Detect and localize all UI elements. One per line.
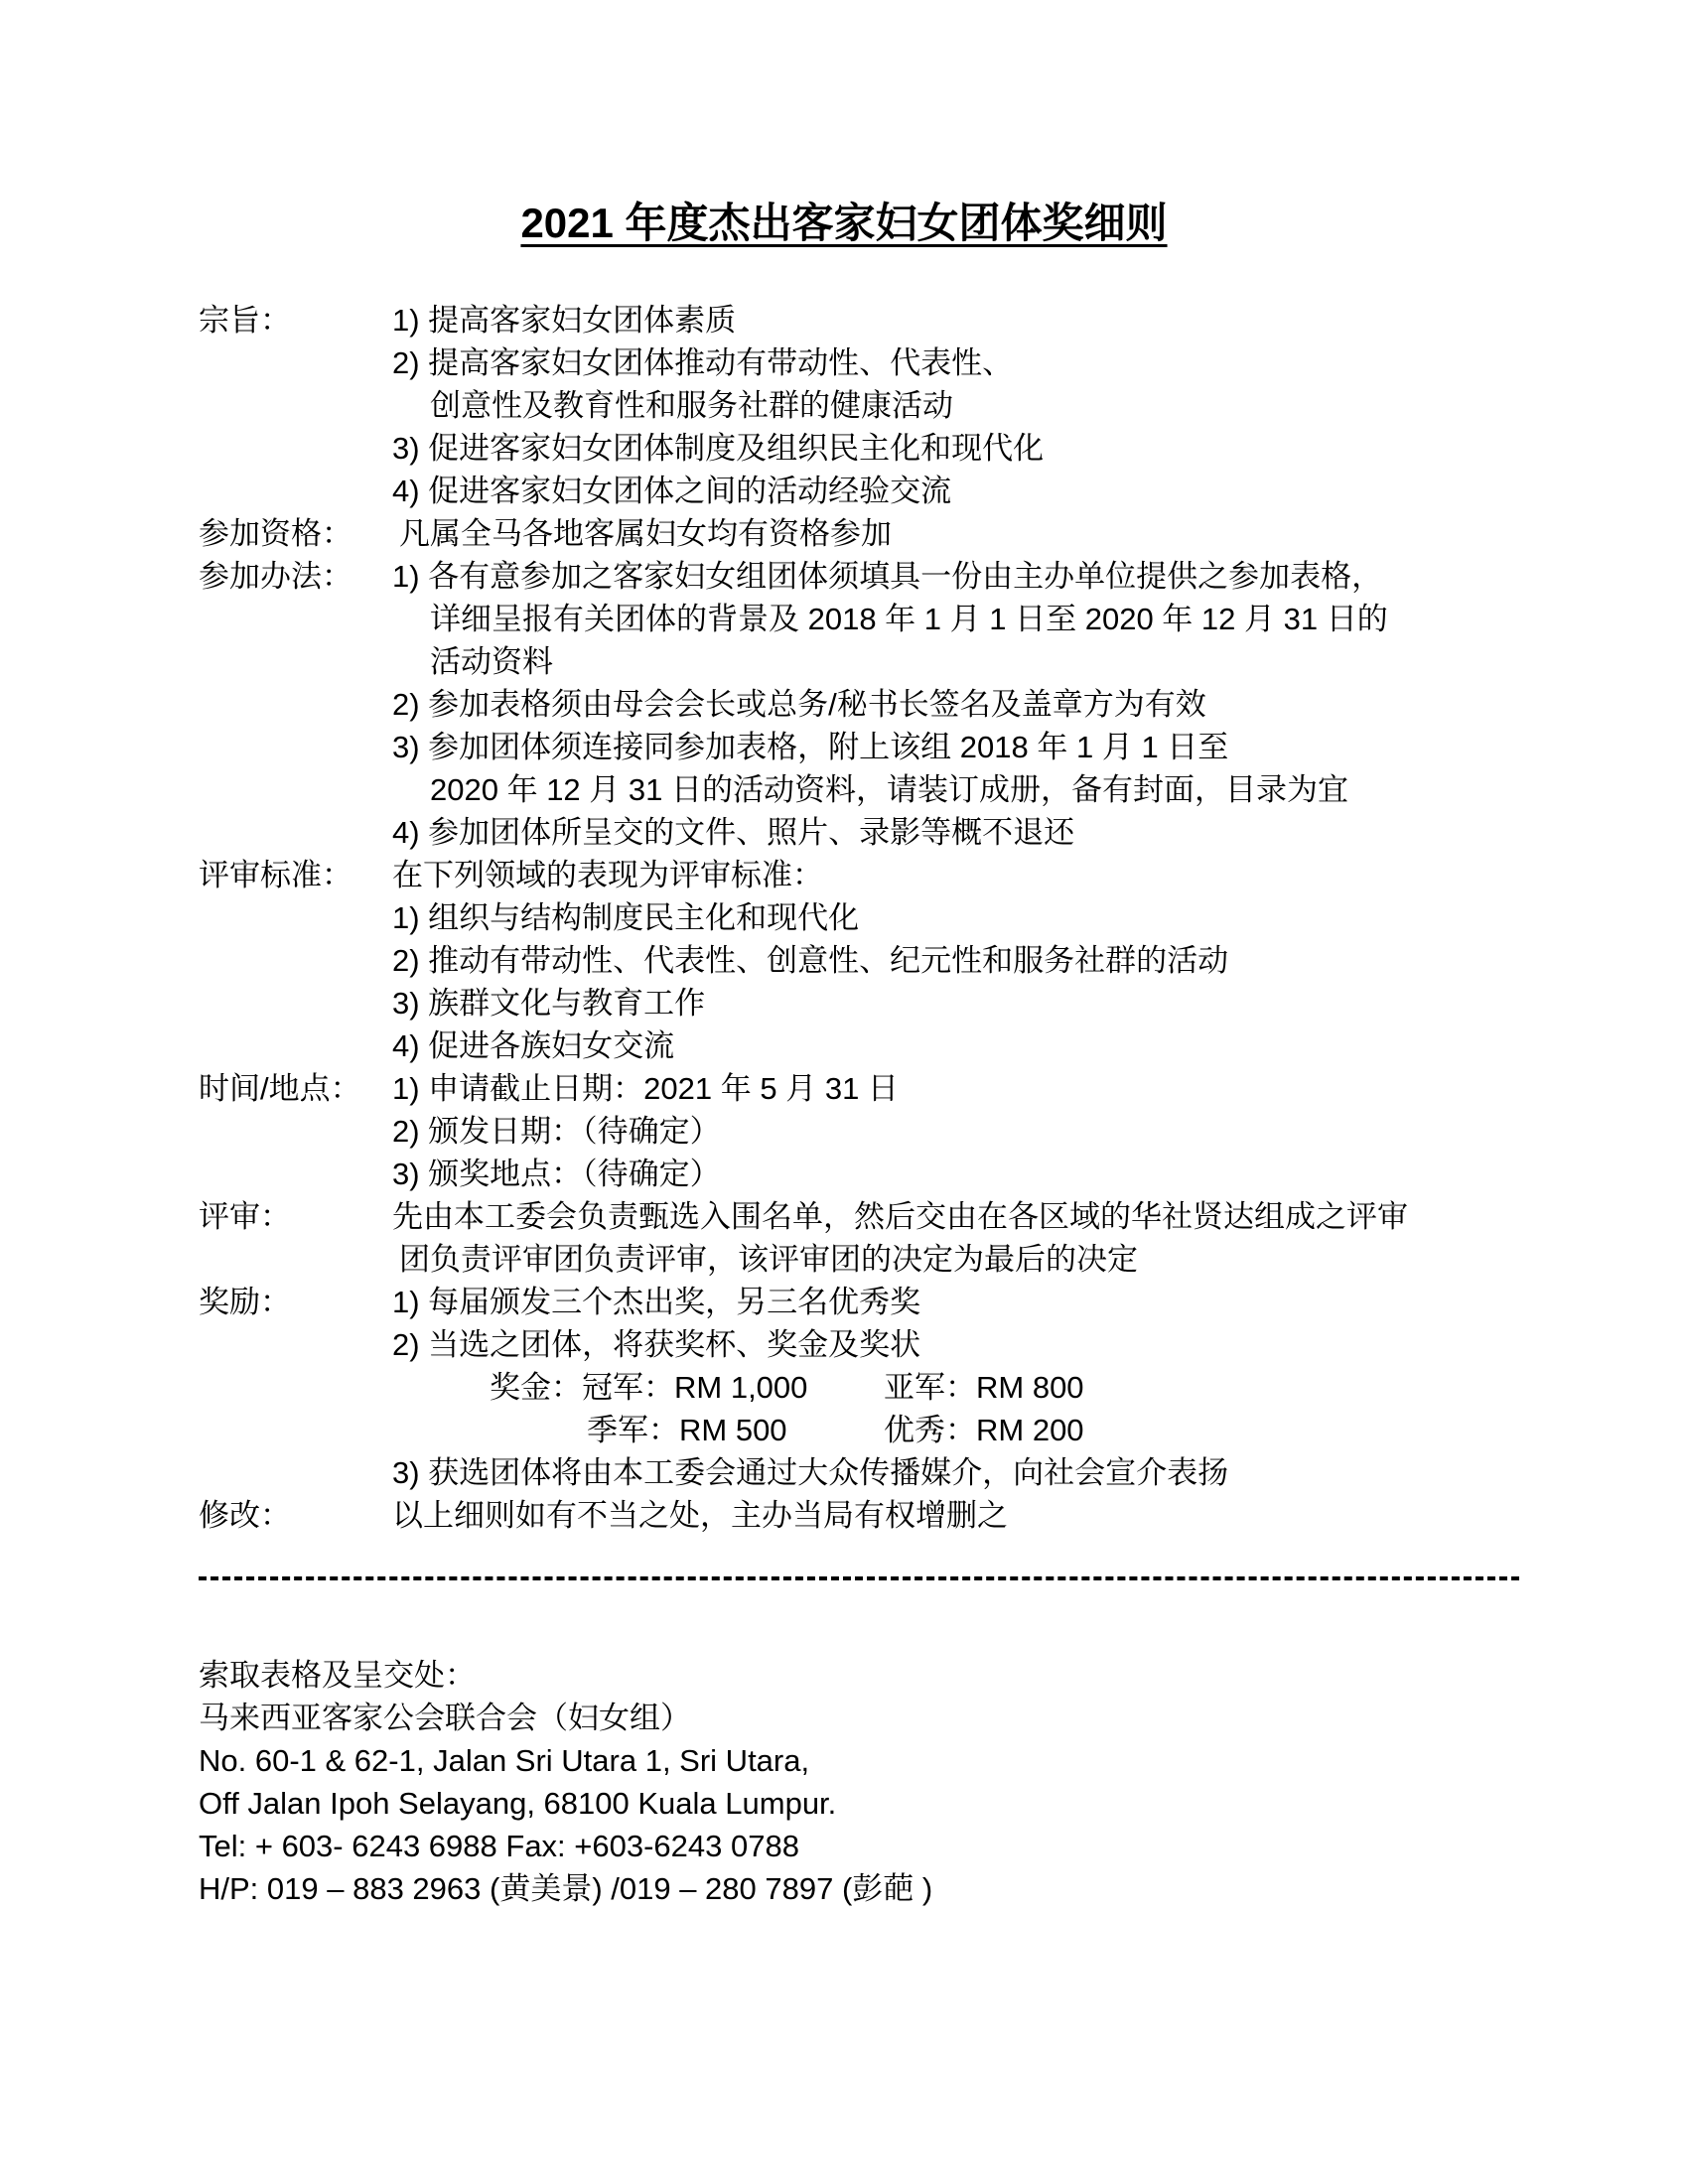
judging-label: 评审： <box>199 1199 291 1234</box>
amend-text: 以上细则如有不当之处，主办当局有权增删之 <box>392 1498 1008 1533</box>
purpose-item: 4) 促进客家妇女团体之间的活动经验交流 <box>392 474 952 508</box>
time-place-item: 2) 颁发日期：（待确定） <box>392 1114 721 1149</box>
criteria-item: 3) 族群文化与教育工作 <box>392 986 706 1021</box>
time-place-label: 时间/地点： <box>199 1071 361 1106</box>
reward-item: 3) 获选团体将由本工委会通过大众传播媒介，向社会宣介表扬 <box>392 1455 1229 1490</box>
contact-mobile: H/P: 019 – 883 2963 (黄美景) /019 – 280 7897 (彭葩 ) <box>199 1871 933 1906</box>
contact-address-line-2: Off Jalan Ipoh Selayang, 68100 Kuala Lumpur. <box>199 1786 837 1821</box>
judging-text: 先由本工委会负责甄选入围名单，然后交由在各区域的华社贤达组成之评审 <box>392 1199 1408 1234</box>
time-place-item: 3) 颁奖地点：（待确定） <box>392 1157 721 1191</box>
method-item-continued: 详细呈报有关团体的背景及 2018 年 1 月 1 日至 2020 年 12 月 31 日的 <box>430 602 1388 636</box>
prize-merit: 优秀：RM 200 <box>884 1413 1084 1447</box>
criteria-intro: 在下列领域的表现为评审标准： <box>392 858 823 892</box>
eligibility-text: 凡属全马各地客属妇女均有资格参加 <box>399 516 892 551</box>
criteria-label: 评审标准： <box>199 858 352 892</box>
time-place-item: 1) 申请截止日期：2021 年 5 月 31 日 <box>392 1071 899 1106</box>
method-item: 3) 参加团体须连接同参加表格，附上该组 2018 年 1 月 1 日至 <box>392 730 1229 764</box>
criteria-item: 4) 促进各族妇女交流 <box>392 1028 675 1063</box>
method-item: 2) 参加表格须由母会会长或总务/秘书长签名及盖章方为有效 <box>392 687 1206 722</box>
method-item: 4) 参加团体所呈交的文件、照片、录影等概不退还 <box>392 815 1075 850</box>
purpose-item: 2) 提高客家妇女团体推动有带动性、代表性、 <box>392 345 1014 380</box>
prize-runner-up: 亚军：RM 800 <box>884 1370 1084 1405</box>
document-title: 2021 年度杰出客家妇女团体奖细则 <box>520 200 1168 246</box>
contact-organization: 马来西亚客家公会联合会（妇女组） <box>199 1701 691 1735</box>
reward-label: 奖励： <box>199 1285 291 1319</box>
judging-text-continued: 团负责评审团负责评审，该评审团的决定为最后的决定 <box>399 1242 1138 1277</box>
reward-item: 1) 每届颁发三个杰出奖，另三名优秀奖 <box>392 1285 921 1319</box>
method-label: 参加办法： <box>199 559 352 594</box>
prize-champion: 奖金：冠军：RM 1,000 <box>490 1370 808 1405</box>
criteria-item: 2) 推动有带动性、代表性、创意性、纪元性和服务社群的活动 <box>392 943 1229 978</box>
amend-label: 修改： <box>199 1498 291 1533</box>
criteria-item: 1) 组织与结构制度民主化和现代化 <box>392 900 860 935</box>
reward-item: 2) 当选之团体，将获奖杯、奖金及奖状 <box>392 1327 921 1362</box>
prize-third: 季军：RM 500 <box>587 1413 787 1447</box>
contact-tel-fax: Tel: + 603- 6243 6988 Fax: +603-6243 0788 <box>199 1829 799 1863</box>
purpose-label: 宗旨： <box>199 303 291 338</box>
eligibility-label: 参加资格： <box>199 516 352 551</box>
contact-heading: 索取表格及呈交处： <box>199 1658 476 1693</box>
dashed-divider <box>199 1576 1519 1580</box>
method-item: 1) 各有意参加之客家妇女组团体须填具一份由主办单位提供之参加表格， <box>392 559 1383 594</box>
purpose-item-continued: 创意性及教育性和服务社群的健康活动 <box>430 388 953 423</box>
purpose-item: 3) 促进客家妇女团体制度及组织民主化和现代化 <box>392 431 1045 466</box>
method-item-continued: 活动资料 <box>430 644 553 679</box>
contact-address-line-1: No. 60-1 & 62-1, Jalan Sri Utara 1, Sri Utara, <box>199 1743 810 1778</box>
method-item-continued: 2020 年 12 月 31 日的活动资料，请装订成册，备有封面，目录为宜 <box>430 772 1348 807</box>
purpose-item: 1) 提高客家妇女团体素质 <box>392 303 737 338</box>
